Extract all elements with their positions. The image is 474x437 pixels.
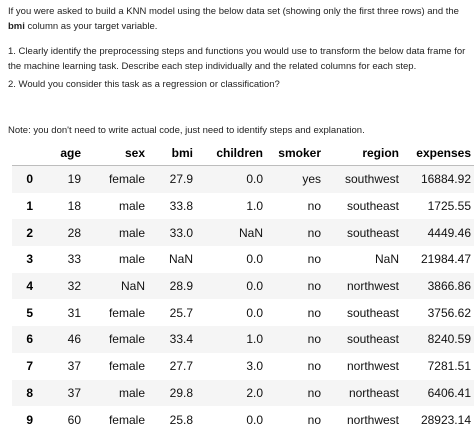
cell-smoker: no (307, 412, 321, 427)
cell-smoker: no (307, 305, 321, 320)
table-row (12, 380, 474, 407)
cell-region: southeast (346, 225, 399, 240)
cell-age: 60 (67, 412, 81, 427)
note-text: Note: you don't need to write actual code, just need to identify steps and explanation. (8, 125, 365, 136)
cell-expenses: 21984.47 (420, 252, 471, 267)
cell-expenses: 7281.51 (427, 359, 471, 374)
table-row (12, 353, 474, 380)
cell-children: 1.0 (246, 332, 263, 347)
cell-bmi: 25.8 (169, 412, 193, 427)
cell-region: southeast (346, 305, 399, 320)
cell-children: 2.0 (246, 385, 263, 400)
cell-expenses: 16884.92 (420, 172, 471, 187)
cell-expenses: 3756.62 (427, 305, 471, 320)
cell-bmi: 25.7 (169, 305, 193, 320)
cell-smoker: no (307, 225, 321, 240)
cell-sex: male (118, 252, 145, 267)
cell-expenses: 4449.46 (427, 225, 471, 240)
cell-children: 0.0 (246, 412, 263, 427)
cell-region: southeast (346, 199, 399, 214)
cell-age: 33 (67, 252, 81, 267)
cell-sex: NaN (120, 279, 145, 294)
cell-region: northeast (348, 385, 399, 400)
table-header-row (12, 141, 474, 166)
intro-bold-bmi: bmi (8, 21, 25, 32)
cell-children: 0.0 (246, 252, 263, 267)
cell-bmi: 27.7 (169, 359, 193, 374)
cell-smoker: no (307, 359, 321, 374)
cell-children: 1.0 (246, 199, 263, 214)
cell-expenses: 1725.55 (427, 199, 471, 214)
table-row (12, 219, 474, 246)
column-header-age: age (60, 146, 81, 160)
table-row (12, 299, 474, 326)
question-1: 1. Clearly identify the preprocessing steps and functions you would use to transform the below data frame for the machine learning task. Describe each step individually and the related columns for each step. (8, 46, 466, 72)
cell-sex: female (108, 332, 145, 347)
column-header-children: children (216, 146, 263, 160)
row-index: 9 (26, 412, 33, 427)
cell-bmi: 27.9 (169, 172, 193, 187)
cell-age: 37 (67, 385, 81, 400)
cell-expenses: 3866.86 (427, 279, 471, 294)
question-intro (8, 4, 470, 34)
cell-smoker: no (307, 199, 321, 214)
row-index: 3 (26, 252, 33, 267)
cell-age: 46 (67, 332, 81, 347)
cell-bmi: 33.4 (169, 332, 193, 347)
row-index: 8 (26, 385, 33, 400)
table-row (12, 193, 474, 220)
column-header-smoker: smoker (278, 146, 321, 160)
cell-sex: male (118, 225, 145, 240)
cell-children: 0.0 (246, 305, 263, 320)
data-frame-table (12, 141, 474, 433)
cell-bmi: 29.8 (169, 385, 193, 400)
cell-region: northwest (346, 412, 399, 427)
intro-text-end: column as your target variable. (24, 21, 158, 32)
column-header-region: region (362, 146, 399, 160)
row-index: 1 (26, 199, 33, 214)
cell-bmi: NaN (168, 252, 193, 267)
table-row (12, 166, 474, 193)
row-index: 5 (26, 305, 33, 320)
row-index: 6 (26, 332, 33, 347)
cell-region: northwest (346, 279, 399, 294)
cell-expenses: 8240.59 (427, 332, 471, 347)
cell-sex: male (118, 385, 145, 400)
cell-age: 37 (67, 359, 81, 374)
cell-age: 28 (67, 225, 81, 240)
cell-region: northwest (346, 359, 399, 374)
row-index: 4 (26, 279, 33, 294)
cell-age: 19 (67, 172, 81, 187)
cell-bmi: 33.8 (169, 199, 193, 214)
cell-children: NaN (238, 225, 263, 240)
table-row (12, 406, 474, 433)
cell-sex: female (108, 359, 145, 374)
table-row (12, 326, 474, 353)
cell-sex: female (108, 172, 145, 187)
cell-region: southeast (346, 332, 399, 347)
cell-expenses: 6406.41 (427, 385, 471, 400)
cell-smoker: no (307, 385, 321, 400)
row-index: 7 (26, 359, 33, 374)
row-index: 0 (26, 172, 33, 187)
question-2: 2. Would you consider this task as a regression or classification? (8, 79, 280, 90)
cell-children: 0.0 (246, 172, 263, 187)
intro-text: If you were asked to build a KNN model using the below data set (showing only the first three rows) and the (8, 6, 459, 17)
index-header (12, 141, 36, 166)
cell-region: southwest (344, 172, 399, 187)
cell-expenses: 28923.14 (420, 412, 471, 427)
cell-age: 32 (67, 279, 81, 294)
column-header-bmi: bmi (171, 146, 193, 160)
column-header-sex: sex (124, 146, 145, 160)
cell-sex: male (118, 199, 145, 214)
cell-children: 3.0 (246, 359, 263, 374)
cell-age: 18 (67, 199, 81, 214)
cell-sex: female (108, 412, 145, 427)
cell-age: 31 (67, 305, 81, 320)
cell-bmi: 28.9 (169, 279, 193, 294)
cell-region: NaN (374, 252, 399, 267)
cell-children: 0.0 (246, 279, 263, 294)
cell-smoker: no (307, 279, 321, 294)
cell-smoker: no (307, 252, 321, 267)
cell-bmi: 33.0 (169, 225, 193, 240)
cell-sex: female (108, 305, 145, 320)
cell-smoker: no (307, 332, 321, 347)
table-row (12, 246, 474, 273)
cell-smoker: yes (302, 172, 321, 187)
table-row (12, 273, 474, 300)
column-header-expenses: expenses (416, 146, 471, 160)
row-index: 2 (26, 225, 33, 240)
